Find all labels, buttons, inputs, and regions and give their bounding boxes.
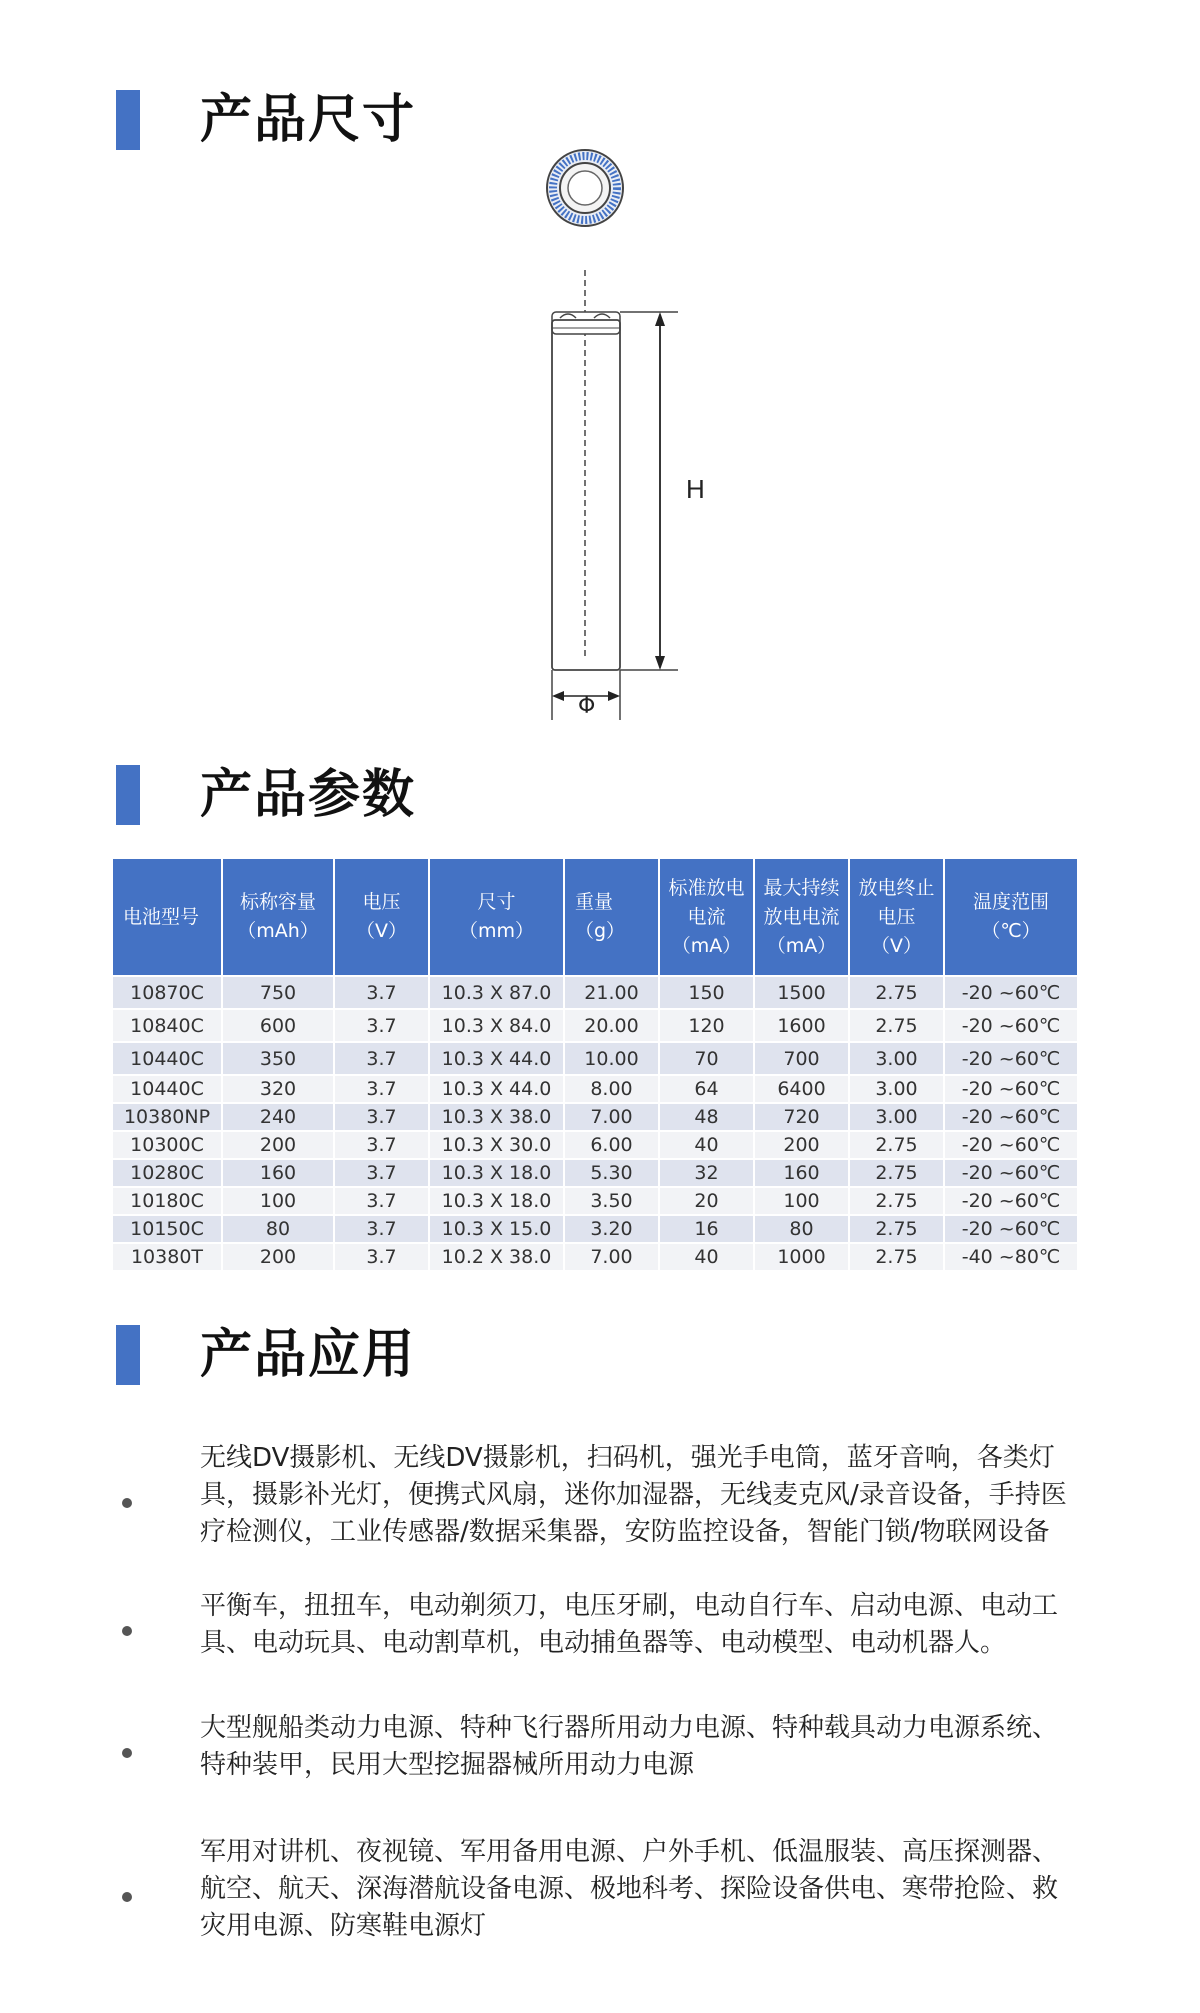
spec-table: [111, 857, 1079, 1272]
table-cell: 750: [222, 976, 334, 1009]
table-cell: 8.00: [564, 1075, 659, 1103]
table-cell: 160: [754, 1159, 849, 1187]
table-cell: -20 ~60℃: [944, 1042, 1078, 1075]
header-line: 放电电流: [763, 905, 840, 928]
table-cell: 3.7: [334, 1009, 429, 1042]
table-cell: 6400: [754, 1075, 849, 1103]
table-header-cell: [944, 858, 1078, 976]
table-cell: 1500: [754, 976, 849, 1009]
height-dimension: [620, 312, 705, 670]
section-accent-bar: [116, 765, 140, 825]
table-cell: 3.00: [849, 1042, 944, 1075]
table-cell: 21.00: [564, 976, 659, 1009]
table-cell: 3.7: [334, 976, 429, 1009]
table-cell: 200: [754, 1131, 849, 1159]
table-cell: 150: [659, 976, 754, 1009]
application-text: 大型舰船类动力电源、特种飞行器所用动力电源、特种载具动力电源系统、特种装甲，民用大型挖掘器械所用动力电源: [200, 1713, 1059, 1780]
table-cell: -20 ~60℃: [944, 1215, 1078, 1243]
table-cell: 2.75: [849, 1243, 944, 1271]
bullet-icon: [122, 1892, 132, 1902]
diameter-dimension: [552, 670, 620, 720]
table-cell: 3.00: [849, 1075, 944, 1103]
table-row: [112, 1159, 1078, 1187]
table-row: [112, 1042, 1078, 1075]
table-row: [112, 1215, 1078, 1243]
table-cell: 10280C: [112, 1159, 222, 1187]
table-header-cell: [754, 858, 849, 976]
table-row: [112, 1103, 1078, 1131]
table-cell: 3.50: [564, 1187, 659, 1215]
table-cell: 1000: [754, 1243, 849, 1271]
table-cell: 10.3 X 18.0: [429, 1159, 564, 1187]
table-cell: 200: [222, 1243, 334, 1271]
table-cell: 2.75: [849, 1159, 944, 1187]
battery-side-view: [552, 270, 620, 670]
table-cell: 80: [222, 1215, 334, 1243]
table-cell: 10.3 X 87.0: [429, 976, 564, 1009]
table-cell: 10.3 X 84.0: [429, 1009, 564, 1042]
header-line: 重量: [575, 891, 614, 913]
table-cell: 700: [754, 1042, 849, 1075]
header-line: （mm）: [458, 920, 535, 942]
header-line: 温度范围: [972, 891, 1049, 913]
table-cell: 6.00: [564, 1131, 659, 1159]
application-text: 军用对讲机、夜视镜、军用备用电源、户外手机、低温服装、高压探测器、航空、航天、深海潜航设备电源、极地科考、探险设备供电、寒带抢险、救灾用电源、防寒鞋电源灯: [200, 1837, 1059, 1941]
table-cell: 10440C: [112, 1042, 222, 1075]
table-cell: -20 ~60℃: [944, 1075, 1078, 1103]
table-cell: 10.3 X 44.0: [429, 1042, 564, 1075]
table-cell: 3.7: [334, 1131, 429, 1159]
table-row: [112, 1009, 1078, 1042]
table-cell: 1600: [754, 1009, 849, 1042]
battery-dimension-diagram: [500, 140, 720, 720]
table-cell: 3.7: [334, 1159, 429, 1187]
table-cell: 3.7: [334, 1243, 429, 1271]
table-cell: 100: [222, 1187, 334, 1215]
header-line: （V）: [871, 934, 922, 957]
table-row: [112, 1131, 1078, 1159]
table-cell: 2.75: [849, 1131, 944, 1159]
table-cell: 10.00: [564, 1042, 659, 1075]
table-header-cell: [564, 858, 659, 976]
table-cell: 10380NP: [112, 1103, 222, 1131]
header-line: （mAh）: [237, 920, 319, 942]
table-header-cell: [334, 858, 429, 976]
table-cell: 10.3 X 30.0: [429, 1131, 564, 1159]
header-line: （mA）: [766, 934, 837, 957]
table-row: [112, 1243, 1078, 1271]
table-cell: 2.75: [849, 1215, 944, 1243]
table-cell: 16: [659, 1215, 754, 1243]
table-cell: 7.00: [564, 1243, 659, 1271]
table-cell: 720: [754, 1103, 849, 1131]
header-line: 电压: [877, 905, 916, 928]
header-line: 标称容量: [239, 891, 316, 913]
table-cell: 10.2 X 38.0: [429, 1243, 564, 1271]
header-line: 电池型号: [123, 905, 200, 928]
table-cell: 10870C: [112, 976, 222, 1009]
application-text: 平衡车，扭扭车，电动剃须刀，电压牙刷，电动自行车、启动电源、电动工具、电动玩具、电动割草机，电动捕鱼器等、电动模型、电动机器人。: [200, 1591, 1059, 1658]
table-cell: 3.7: [334, 1215, 429, 1243]
table-cell: 10840C: [112, 1009, 222, 1042]
section-title-parameters: 产品参数: [200, 765, 417, 825]
diameter-label: Φ: [578, 694, 596, 719]
table-cell: 7.00: [564, 1103, 659, 1131]
table-cell: -20 ~60℃: [944, 1187, 1078, 1215]
table-header-row: [112, 858, 1078, 976]
table-cell: 3.7: [334, 1042, 429, 1075]
table-cell: 10.3 X 38.0: [429, 1103, 564, 1131]
table-cell: 3.7: [334, 1075, 429, 1103]
header-line: （g）: [575, 920, 626, 942]
header-line: 电压: [362, 891, 401, 913]
table-cell: 120: [659, 1009, 754, 1042]
table-cell: 200: [222, 1131, 334, 1159]
table-cell: -20 ~60℃: [944, 1159, 1078, 1187]
battery-top-view: [547, 150, 623, 226]
table-cell: 160: [222, 1159, 334, 1187]
table-cell: 80: [754, 1215, 849, 1243]
table-header-cell: [659, 858, 754, 976]
height-label: H: [686, 474, 705, 504]
table-cell: 240: [222, 1103, 334, 1131]
section-title-dimensions: 产品尺寸: [200, 90, 417, 150]
table-cell: 40: [659, 1243, 754, 1271]
application-text: 无线DV摄影机、无线DV摄影机，扫码机，强光手电筒，蓝牙音响，各类灯具，摄影补光灯，便携式风扇，迷你加湿器，无线麦克风/录音设备，手持医疗检测仪，工业传感器/数据采集器，安防监控设备，智能门锁/物联网设备: [200, 1443, 1067, 1547]
table-header-cell: [222, 858, 334, 976]
table-cell: 600: [222, 1009, 334, 1042]
table-cell: 320: [222, 1075, 334, 1103]
table-cell: 10380T: [112, 1243, 222, 1271]
table-cell: 10180C: [112, 1187, 222, 1215]
table-cell: -20 ~60℃: [944, 976, 1078, 1009]
header-line: （V）: [356, 920, 407, 942]
table-cell: 5.30: [564, 1159, 659, 1187]
section-accent-bar: [116, 1325, 140, 1385]
header-line: 标准放电: [668, 876, 745, 899]
table-body: [112, 976, 1078, 1271]
bullet-icon: [122, 1626, 132, 1636]
table-header-cell: [849, 858, 944, 976]
table-cell: -20 ~60℃: [944, 1009, 1078, 1042]
table-cell: -20 ~60℃: [944, 1103, 1078, 1131]
header-line: 尺寸: [477, 891, 516, 913]
table-cell: 3.20: [564, 1215, 659, 1243]
header-line: 电流: [687, 905, 726, 928]
header-line: （℃）: [981, 920, 1041, 942]
table-row: [112, 1187, 1078, 1215]
table-cell: 64: [659, 1075, 754, 1103]
bullet-icon: [122, 1498, 132, 1508]
table-cell: -20 ~60℃: [944, 1131, 1078, 1159]
table-cell: 10.3 X 44.0: [429, 1075, 564, 1103]
table-cell: 10150C: [112, 1215, 222, 1243]
table-cell: 2.75: [849, 1187, 944, 1215]
bullet-icon: [122, 1748, 132, 1758]
table-cell: 48: [659, 1103, 754, 1131]
table-row: [112, 1075, 1078, 1103]
table-cell: 32: [659, 1159, 754, 1187]
table-cell: 10300C: [112, 1131, 222, 1159]
section-accent-bar: [116, 90, 140, 150]
table-cell: 40: [659, 1131, 754, 1159]
table-cell: 2.75: [849, 976, 944, 1009]
table-cell: 3.7: [334, 1187, 429, 1215]
table-cell: 10.3 X 15.0: [429, 1215, 564, 1243]
table-cell: 3.7: [334, 1103, 429, 1131]
table-cell: -40 ~80℃: [944, 1243, 1078, 1271]
table-cell: 10440C: [112, 1075, 222, 1103]
table-cell: 100: [754, 1187, 849, 1215]
table-cell: 20: [659, 1187, 754, 1215]
section-title-applications: 产品应用: [200, 1325, 417, 1385]
table-row: [112, 976, 1078, 1009]
table-cell: 20.00: [564, 1009, 659, 1042]
header-line: （mA）: [671, 934, 742, 957]
table-cell: 3.00: [849, 1103, 944, 1131]
table-header-cell: [112, 858, 222, 976]
header-line: 最大持续: [763, 876, 840, 899]
table-cell: 2.75: [849, 1009, 944, 1042]
table-cell: 10.3 X 18.0: [429, 1187, 564, 1215]
table-header-cell: [429, 858, 564, 976]
table-cell: 70: [659, 1042, 754, 1075]
header-line: 放电终止: [858, 876, 935, 899]
table-cell: 350: [222, 1042, 334, 1075]
